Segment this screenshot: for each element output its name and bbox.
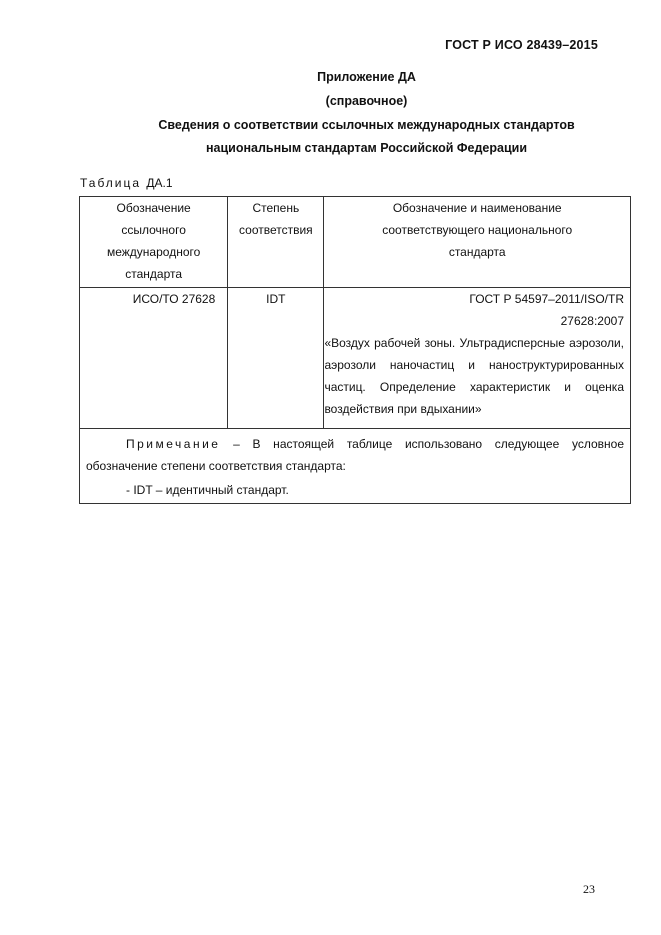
appendix-kind: (справочное)	[325, 94, 408, 108]
header-national-standard	[324, 197, 631, 288]
header-national-line: стандарта	[448, 245, 506, 259]
note-text: – В настоящей таблице использовано следующее условное обозначение степени соответствия стандарта:	[86, 437, 624, 473]
table-row	[80, 288, 631, 429]
reference-standard-code: ИСО/ТО 27628	[132, 292, 216, 306]
table-caption	[80, 176, 173, 190]
appendix-heading-line1: Сведения о соответствии ссылочных международных стандартов	[158, 118, 575, 132]
header-degree-line: Степень	[252, 201, 300, 215]
appendix-title: Приложение ДА	[317, 70, 416, 84]
note-item: - IDT – идентичный стандарт.	[126, 483, 289, 497]
national-standard-code: ГОСТ Р 54597–2011/ISO/TR 27628:2007	[469, 292, 624, 328]
page-number: 23	[583, 882, 595, 896]
note-label: Примечание	[126, 437, 221, 451]
appendix-heading-line2: национальным стандартам Российской Федерации	[205, 141, 528, 155]
correspondence-table	[79, 196, 631, 504]
header-reference-line: ссылочного	[121, 223, 186, 237]
header-degree	[228, 197, 324, 288]
table-note	[80, 429, 631, 504]
cell-national-standard	[324, 288, 631, 429]
header-reference-standard	[80, 197, 228, 288]
cell-degree	[228, 288, 324, 429]
table-note-row	[80, 429, 631, 504]
table-header-row	[80, 197, 631, 288]
header-reference-line: международного	[106, 245, 201, 259]
header-national-line: Обозначение и наименование	[392, 201, 562, 215]
degree-value: IDT	[266, 292, 286, 306]
header-national-line: соответствующего национального	[382, 223, 573, 237]
table-caption-label: Таблица	[80, 176, 142, 190]
national-standard-title: «Воздух рабочей зоны. Ультрадисперсные аэрозоли, аэрозоли наночастиц и наноструктурированных частиц. Определение характеристик и оценка воздействия при вдыхании»	[324, 336, 624, 416]
cell-reference-standard	[80, 288, 228, 429]
table-caption-number: ДА.1	[146, 176, 173, 190]
header-reference-line: стандарта	[125, 267, 183, 281]
header-reference-line: Обозначение	[116, 201, 191, 215]
header-degree-line: соответствия	[239, 223, 313, 237]
document-code: ГОСТ Р ИСО 28439–2015	[445, 38, 598, 52]
